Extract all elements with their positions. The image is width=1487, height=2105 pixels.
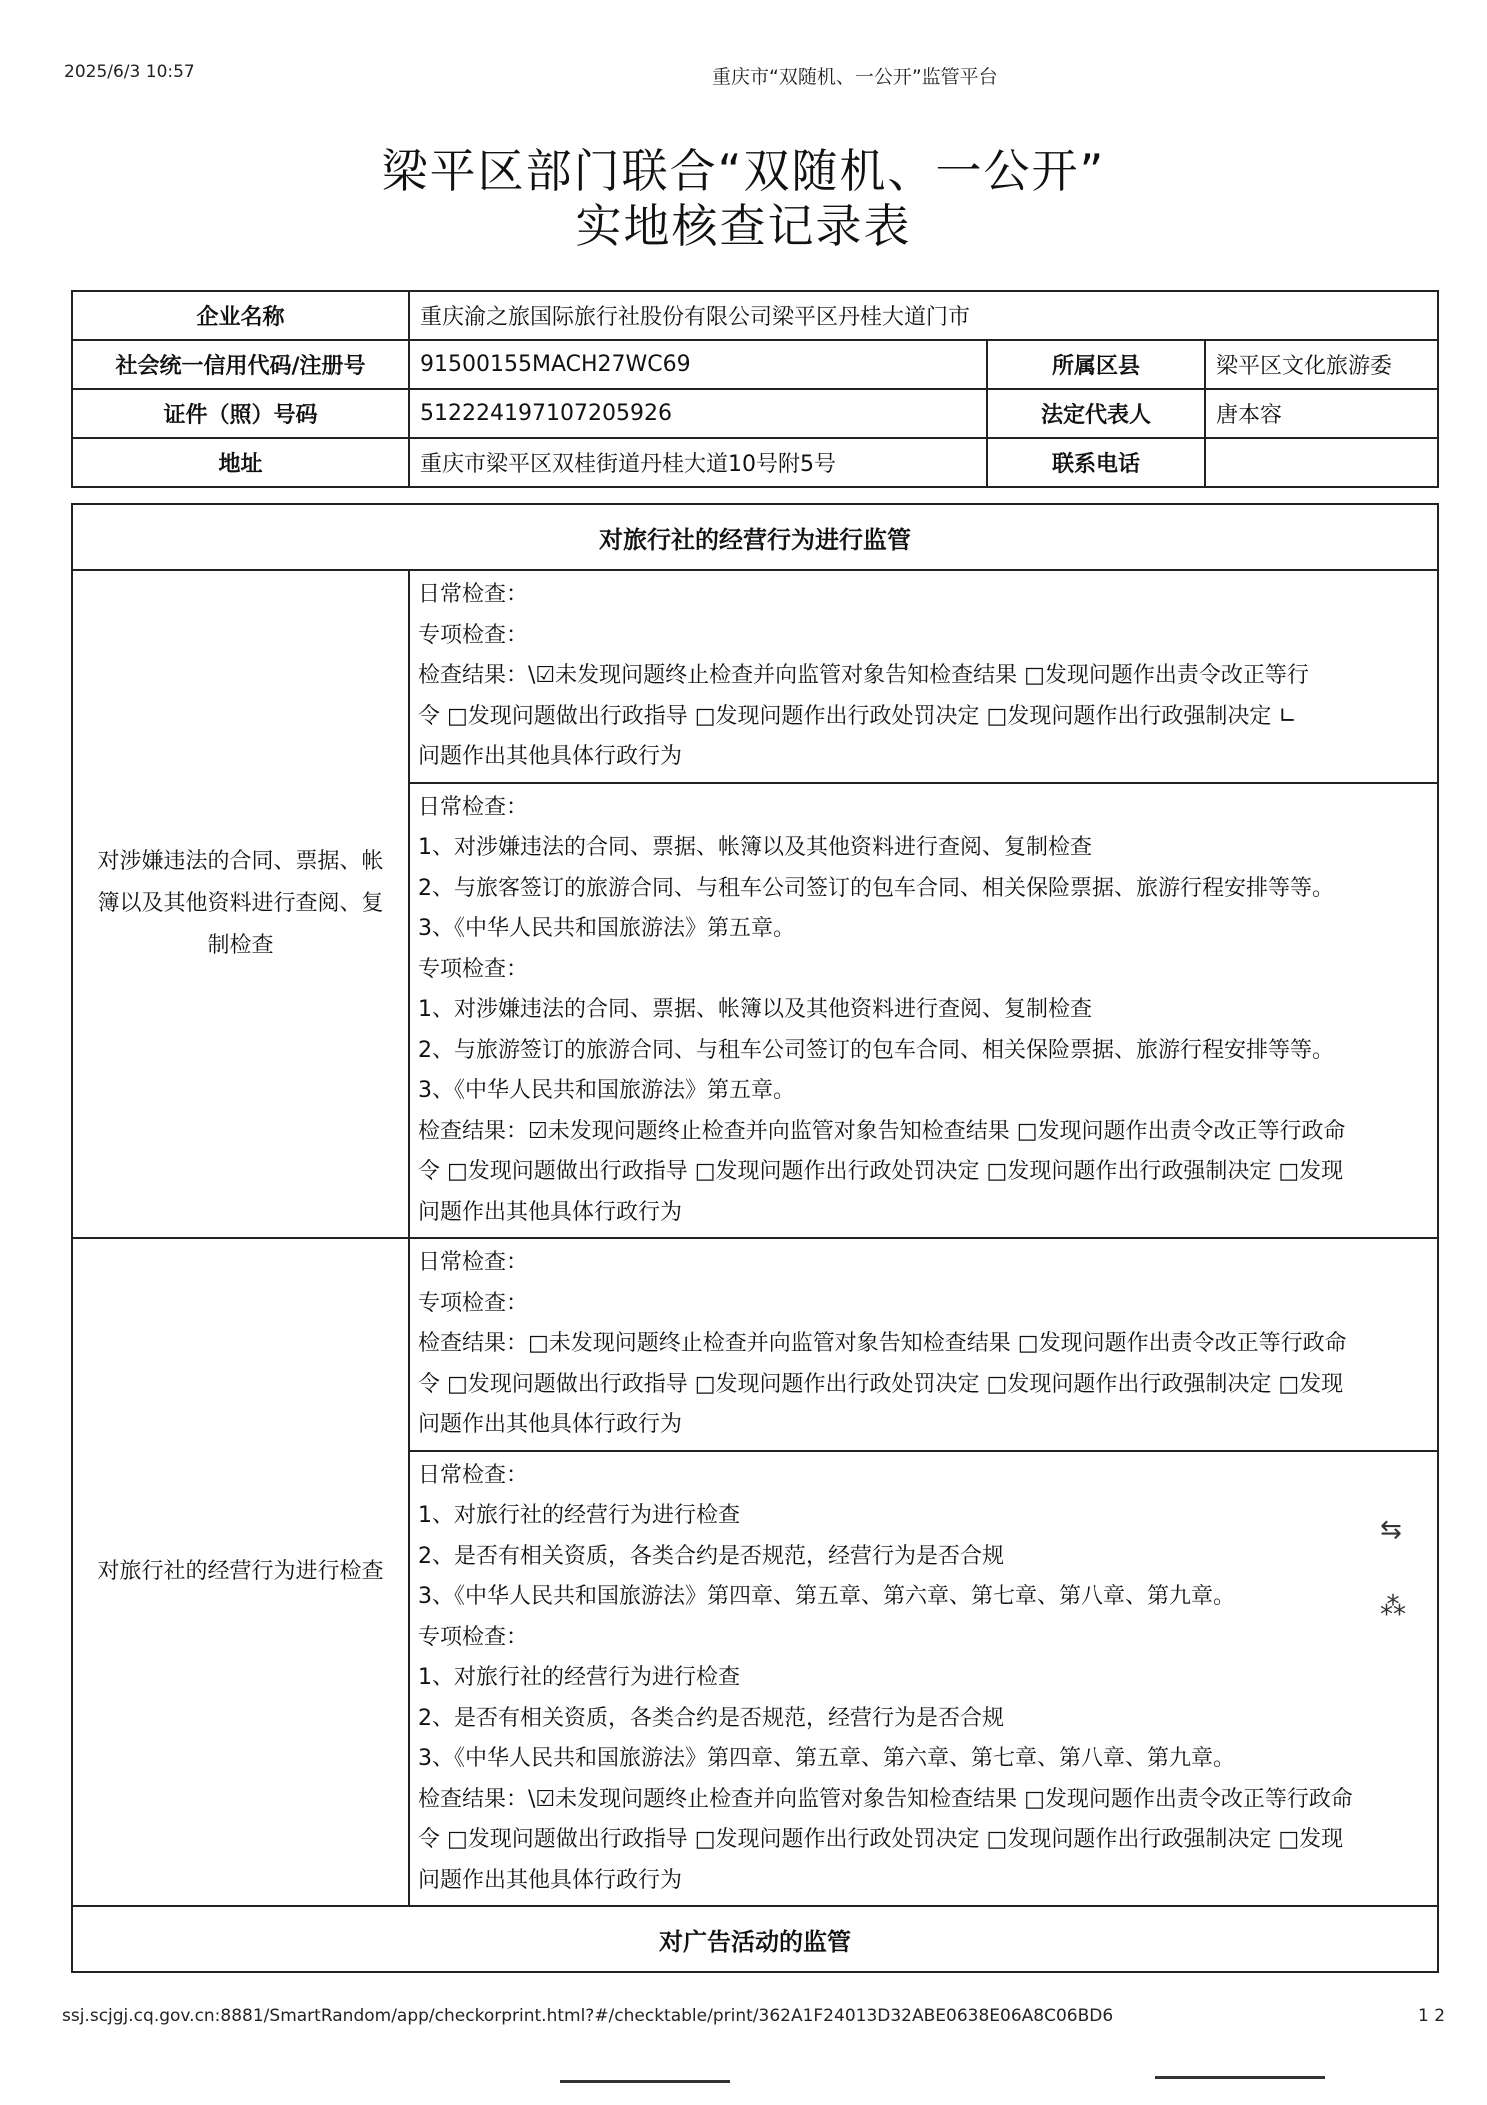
cert-number-value: 512224197107205926: [409, 389, 987, 438]
text-line: 2、与旅游签订的旅游合同、与租车公司签订的包车合同、相关保险票据、旅游行程安排等等。: [418, 1037, 1335, 1063]
document-title-line2: 实地核查记录表: [575, 199, 912, 253]
text-line: 2、是否有相关资质，各类合约是否规范，经营行为是否合规: [418, 1543, 1004, 1569]
row2-block-a: [409, 1238, 1438, 1451]
divider-line: [1155, 2076, 1325, 2079]
enterprise-info-table: [71, 290, 1439, 488]
text-line: 问题作出其他具体行政行为: [418, 1867, 683, 1893]
text-line: 3、《中华人民共和国旅游法》第四章、第五章、第六章、第七章、第八章、第九章。: [418, 1746, 1235, 1771]
text-line: 令 □发现问题做出行政指导 □发现问题作出行政处罚决定 □发现问题作出行政强制决定 □发现: [418, 1371, 1344, 1397]
address-value: 重庆市梁平区双桂街道丹桂大道10号附5号: [409, 438, 987, 487]
inspection-table: [71, 503, 1439, 1973]
credit-code-value: 91500155MACH27WC69: [409, 340, 987, 389]
text-line: 日常检查：: [418, 1462, 529, 1488]
text-line: 令 □发现问题做出行政指导 □发现问题作出行政处罚决定 □发现问题作出行政强制决定 □发现: [418, 1159, 1344, 1184]
page-url: ssj.scjgj.cq.gov.cn:8881/SmartRandom/app/checkorprint.html?#/checktable/print/362A1F24013D32ABE0638E06A8C06BD6: [62, 2006, 1114, 2026]
category-business-check: 对旅行社的经营行为进行检查: [72, 1238, 409, 1906]
row1-block-b: [409, 783, 1438, 1239]
text-line: 专项检查：: [418, 622, 529, 648]
text-line: 3、《中华人民共和国旅游法》第四章、第五章、第六章、第七章、第八章、第九章。: [418, 1584, 1235, 1609]
document-title-line1: 梁平区部门联合“双随机、一公开”: [381, 144, 1106, 198]
text-line: 3、《中华人民共和国旅游法》第五章。: [418, 916, 795, 941]
row1-block-a: [409, 570, 1438, 783]
text-line: 3、《中华人民共和国旅游法》第五章。: [418, 1078, 795, 1103]
network-icon[interactable]: ⁂: [1380, 1592, 1406, 1622]
print-date: 2025/6/3 10:57: [64, 62, 195, 82]
district-value: 梁平区文化旅游委: [1205, 340, 1438, 389]
text-line: 日常检查：: [418, 1250, 529, 1275]
cert-number-label: 证件（照）号码: [72, 389, 409, 438]
text-line: 1、对涉嫌违法的合同、票据、帐簿以及其他资料进行查阅、复制检查: [418, 835, 1092, 860]
text-line: 日常检查：: [418, 794, 529, 820]
text-line: 日常检查：: [418, 582, 529, 607]
text-line: 检查结果：□未发现问题终止检查并向监管对象告知检查结果 □发现问题作出责令改正等行政命: [418, 1331, 1347, 1356]
platform-name: 重庆市“双随机、一公开”监管平台: [712, 66, 998, 88]
credit-row: [72, 340, 1438, 389]
text-line: 问题作出其他具体行政行为: [418, 744, 683, 769]
district-label: 所属区县: [987, 340, 1205, 389]
text-line: 1、对涉嫌违法的合同、票据、帐簿以及其他资料进行查阅、复制检查: [418, 997, 1092, 1022]
divider-line: [560, 2080, 730, 2083]
text-line: 专项检查：: [418, 1290, 529, 1316]
credit-code-label: 社会统一信用代码/注册号: [72, 340, 409, 389]
category-contract-review: 对涉嫌违法的合同、票据、帐簿以及其他资料进行查阅、复制检查: [72, 570, 409, 1238]
text-line: 专项检查：: [418, 956, 529, 982]
text-line: 1、对旅行社的经营行为进行检查: [418, 1503, 740, 1528]
company-value: 重庆渝之旅国际旅行社股份有限公司梁平区丹桂大道门市: [409, 291, 1438, 340]
phone-label: 联系电话: [987, 438, 1205, 487]
text-line: 检查结果：\☑未发现问题终止检查并向监管对象告知检查结果 □发现问题作出责令改正等行政命: [418, 1786, 1353, 1812]
text-line: 令 □发现问题做出行政指导 □发现问题作出行政处罚决定 □发现问题作出行政强制决定 ∟: [418, 703, 1297, 729]
company-label: 企业名称: [72, 291, 409, 340]
page-number: 1 2: [1418, 2006, 1446, 2026]
text-line: 2、是否有相关资质，各类合约是否规范，经营行为是否合规: [418, 1705, 1004, 1731]
section-title-advertising: 对广告活动的监管: [72, 1906, 1438, 1972]
company-row: [72, 291, 1438, 340]
legal-rep-label: 法定代表人: [987, 389, 1205, 438]
translate-icon[interactable]: ⇆: [1380, 1515, 1402, 1545]
text-line: 问题作出其他具体行政行为: [418, 1412, 683, 1437]
text-line: 专项检查：: [418, 1624, 529, 1650]
text-line: 2、与旅客签订的旅游合同、与租车公司签订的包车合同、相关保险票据、旅游行程安排等等。: [418, 875, 1335, 901]
phone-value: [1205, 438, 1438, 487]
text-line: 1、对旅行社的经营行为进行检查: [418, 1665, 740, 1690]
text-line: 检查结果：☑未发现问题终止检查并向监管对象告知检查结果 □发现问题作出责令改正等行政命: [418, 1118, 1346, 1144]
text-line: 令 □发现问题做出行政指导 □发现问题作出行政处罚决定 □发现问题作出行政强制决定 □发现: [418, 1827, 1344, 1852]
address-row: [72, 438, 1438, 487]
row2-block-b: [409, 1451, 1438, 1907]
cert-row: [72, 389, 1438, 438]
legal-rep-value: 唐本容: [1205, 389, 1438, 438]
text-line: 问题作出其他具体行政行为: [418, 1199, 683, 1225]
section-title-travel-agency: 对旅行社的经营行为进行监管: [72, 504, 1438, 570]
text-line: 检查结果：\☑未发现问题终止检查并向监管对象告知检查结果 □发现问题作出责令改正等行: [418, 663, 1309, 688]
address-label: 地址: [72, 438, 409, 487]
